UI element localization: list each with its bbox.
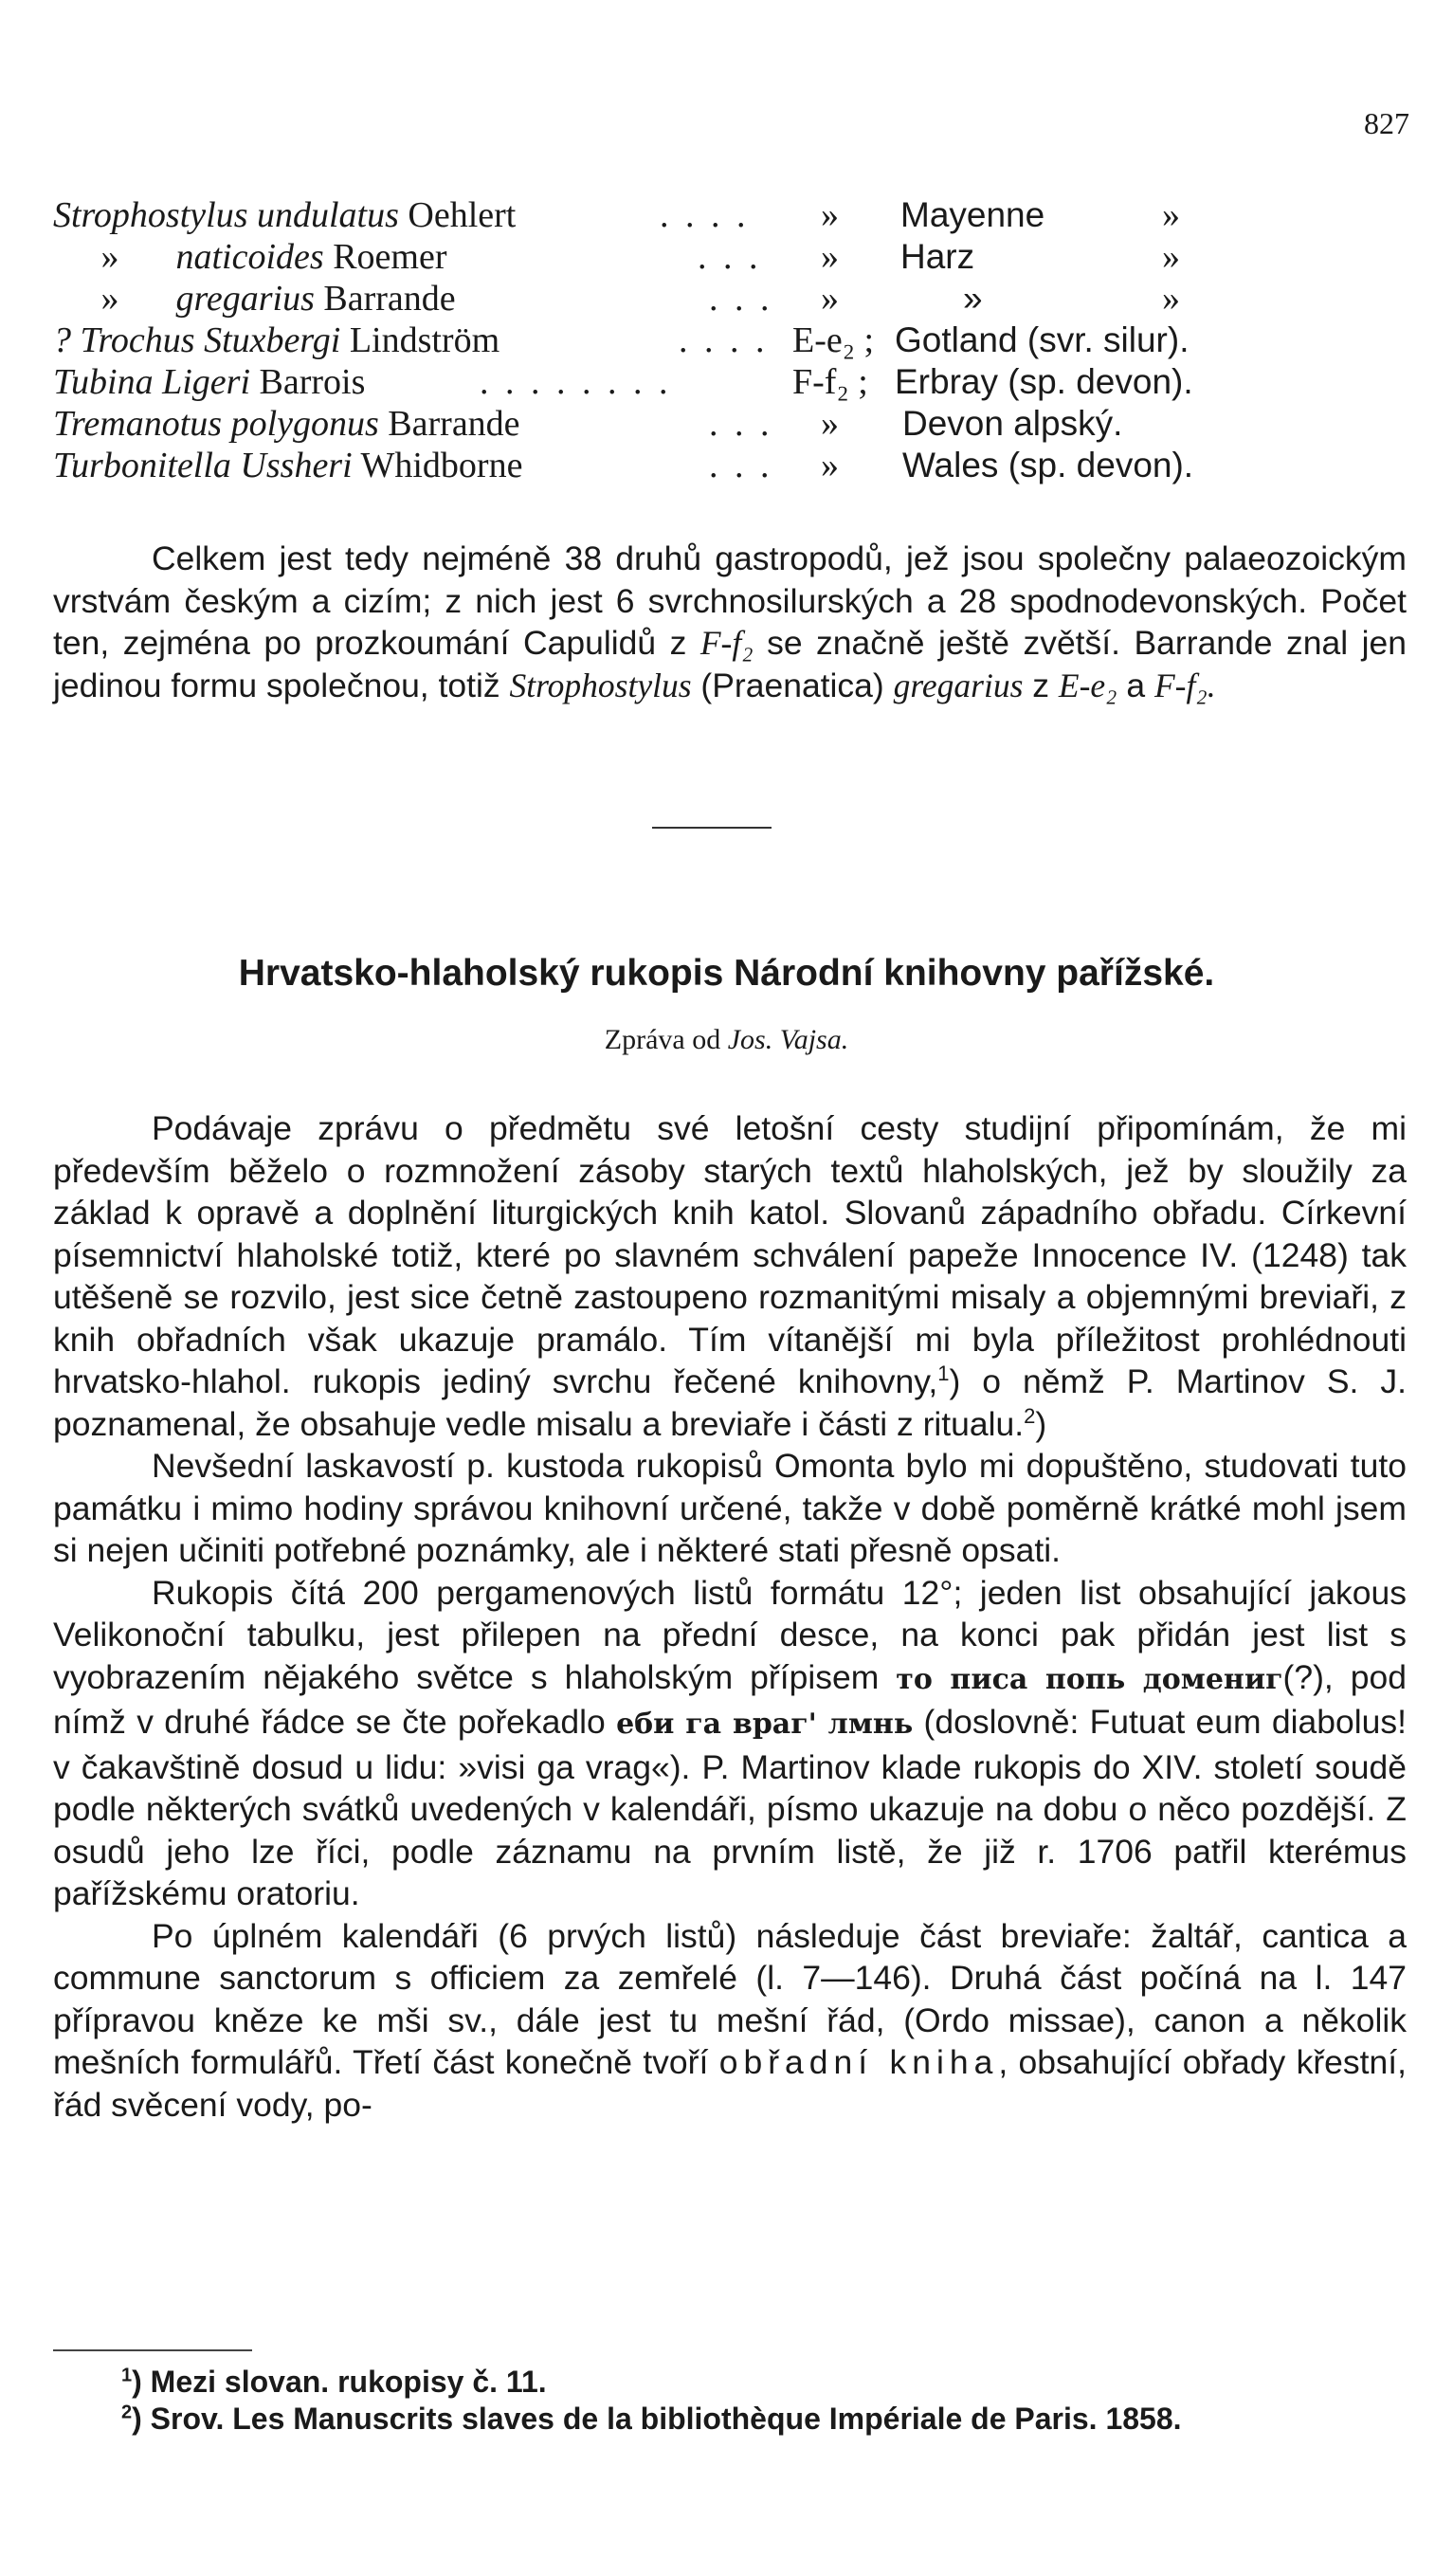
text-line: palaeozoickým vrstvám českým a cizím; z nich jest 6 svrchnosilurských	[53, 539, 1407, 620]
stratum: »	[821, 237, 839, 277]
footnote-ref[interactable]: 1	[937, 1361, 950, 1386]
ditto-mark: »	[1162, 195, 1180, 235]
page-number: 827	[1364, 106, 1409, 140]
ditto-mark: »	[1162, 279, 1180, 319]
author: Oehlert	[408, 195, 517, 235]
species-row	[53, 236, 1380, 278]
text: (?), pod nímž v druhé řádce se čte pořekadlo	[53, 1657, 1407, 1741]
stratum: »	[821, 446, 839, 485]
ditto-mark: »	[1162, 237, 1180, 277]
species-list	[53, 194, 1380, 486]
species-epithet: polygonus	[230, 404, 379, 444]
species-row	[53, 361, 1380, 403]
article-byline	[0, 1024, 1453, 1056]
text-line: Celkem jest tedy nejméně 38 druhů gastropodů, jež jsou společny	[152, 539, 1171, 577]
author: Barrande	[388, 404, 520, 444]
text-line: a 28 spodnodevonských. Počet ten, zejména po prozkoumání Capulidů	[53, 581, 1407, 662]
species-epithet: Stuxbergi	[204, 320, 341, 360]
species-epithet: naticoides	[175, 237, 324, 277]
text: Podávaje zprávu o předmětu své letošní cesty studijní připomínám, že mi především běželo o rozmnožení zásoby starých textů hlaholských, jež by sloužily za základ k opravě a doplnění liturgických knih katol. Slovanů západního obřadu. Církevní písemnictví hlaholské totiž, které po slavném schválení papeže Innocence IV. (1248) tak utěšeně se rozvilo, jest sice četně zastoupeno rozmanitými misaly a objemnými breviaři, z knih obřadních však ukazuje pramálo. Tím vítanější mi byla příležitost prohlédnouti hrvatsko-hlahol. rukopis jediný svrchu řečené knihovny,	[53, 1109, 1407, 1400]
species-epithet: gregarius	[175, 279, 315, 319]
locality: Devon alpský.	[902, 404, 1123, 443]
footnote-mark: 2	[121, 2402, 133, 2423]
paragraph	[53, 1107, 1407, 1445]
leader-dots: . . . .	[679, 320, 769, 360]
locality: »	[963, 279, 983, 318]
stratum: »	[821, 195, 839, 235]
footnote	[121, 2365, 547, 2400]
glagolitic-proverb: еби га враг' лмнь	[616, 1708, 914, 1741]
text-line: totiž	[438, 666, 500, 704]
locality: Erbray (sp. devon).	[895, 362, 1193, 401]
footnote-ref[interactable]: 2	[1024, 1403, 1036, 1428]
stratum: F-f₂ ;	[792, 362, 868, 402]
locality: Wales (sp. devon).	[902, 446, 1194, 484]
genus: Strophostylus	[53, 195, 248, 235]
stratum: E-e₂	[1058, 666, 1117, 704]
stratum: »	[821, 404, 839, 444]
author: Whidborne	[360, 446, 523, 485]
text: Po úplném kalendáři (6 prvých listů) následuje část breviaře: žaltář, cantica a commune sanctorum s officiem za zemřelé (l. 7—146). Druhá část počíná na l. 147 přípravou kněze ke mši sv., dále jest tu mešní řád, (Ordo missae), canon a několik mešních formulářů. Třetí část konečně tvoří	[53, 1916, 1407, 2081]
stratum: »	[821, 279, 839, 319]
article-body	[53, 1107, 1407, 2126]
author: Barrande	[323, 279, 456, 319]
species-row	[53, 278, 1380, 320]
stratum: F-f₂	[699, 624, 754, 662]
leader-dots: . . . . . . . .	[480, 362, 672, 402]
genus: ? Trochus	[53, 320, 195, 360]
leader-dots: . . .	[709, 446, 773, 485]
text: ) o němž P. Martinov S. J. poznamenal, že obsahuje vedle misalu a breviaře i části z ritualu.	[53, 1362, 1407, 1443]
species-epithet: gregarius	[893, 666, 1024, 704]
species-row	[53, 194, 1380, 236]
species-row	[53, 320, 1380, 361]
locality: Gotland (svr. silur).	[895, 320, 1190, 359]
author: Roemer	[333, 237, 447, 277]
locality: Harz	[900, 237, 975, 276]
text: Rukopis čítá 200 pergamenových listů formátu 12°; jeden list obsahující jakous Velikonoční tabulku, jest přilepen na přední desce, na konci pak přidán jest list s vyobrazením nějakého světce s hlaholským přípisem	[53, 1573, 1407, 1696]
emphasis: obřadní kniha	[718, 2043, 999, 2081]
genus: Strophostylus	[509, 666, 692, 704]
byline-prefix: Zpráva od	[604, 1024, 721, 1055]
footnote-divider	[53, 2349, 252, 2351]
text: )	[1035, 1404, 1047, 1443]
author: Barrois	[259, 362, 366, 402]
species-row	[53, 403, 1380, 445]
footnote-text: ) Srov. Les Manuscrits slaves de la bibliothèque Impériale de Paris. 1858.	[132, 2402, 1182, 2436]
footnote-mark: 1	[121, 2365, 133, 2386]
paragraph	[53, 1572, 1407, 1915]
ditto-mark: »	[100, 279, 119, 319]
author-name: Jos. Vajsa.	[727, 1024, 849, 1055]
genus: Tremanotus	[53, 404, 223, 444]
stratum: F-f₂.	[1154, 666, 1216, 704]
stratum: E-e₂ ;	[792, 320, 875, 360]
ditto-mark: »	[100, 237, 119, 277]
genus: Tubina	[53, 362, 154, 402]
paragraph: Nevšední laskavostí p. kustoda rukopisů Omonta bylo mi dopuštěno, studovati tuto památku i mimo hodiny správou knihovní určené, takže v době poměrně krátké mohl jsem si nejen učiniti potřebné poznámky, ale i některé stati přesně opsati.	[53, 1447, 1407, 1569]
text: , obsahující obřady křestní, řád svěcení vody, po-	[53, 2043, 1407, 2124]
leader-dots: . . .	[709, 279, 773, 319]
text: (doslovně: Futuat eum diabolus! v čakavštině dosud u lidu: »visi ga vrag«). P. Martinov klade rukopis do XIV. století soudě podle některých svátků uvedených v kalendáři, písmo ukazuje na dobu o něco pozdější. Z osudů jeho lze říci, podle záznamu na prvním listě, že již r. 1706 patřil kterémus pařížskému oratoriu.	[53, 1703, 1407, 1912]
summary-paragraph	[53, 538, 1407, 706]
article-title: Hrvatsko-hlaholský rukopis Národní knihovny pařížské.	[238, 953, 1215, 994]
footnote	[121, 2402, 1182, 2437]
text-line: se značně ještě zvětší. Barrande znal jen jedinou formu společnou,	[53, 624, 1407, 704]
section-divider	[652, 827, 772, 829]
leader-dots: . . . .	[660, 195, 750, 235]
leader-dots: . . .	[698, 237, 762, 277]
glagolitic-inscription: то писа попь домениг	[896, 1662, 1283, 1696]
species-epithet: Ligeri	[162, 362, 251, 402]
paragraph	[53, 1915, 1407, 2127]
footnote-text: ) Mezi slovan. rukopisy č. 11.	[132, 2365, 547, 2399]
species-row	[53, 445, 1380, 486]
genus: Turbonitella	[53, 446, 231, 485]
text-line: z	[669, 624, 687, 662]
text-line: a	[1126, 666, 1146, 704]
text-line: z	[1032, 666, 1050, 704]
text-line: (Praenatica)	[700, 666, 884, 704]
species-epithet: Ussheri	[240, 446, 353, 485]
locality: Mayenne	[900, 195, 1045, 234]
author: Lindström	[349, 320, 500, 360]
leader-dots: . . .	[709, 404, 773, 444]
species-epithet: undulatus	[257, 195, 399, 235]
